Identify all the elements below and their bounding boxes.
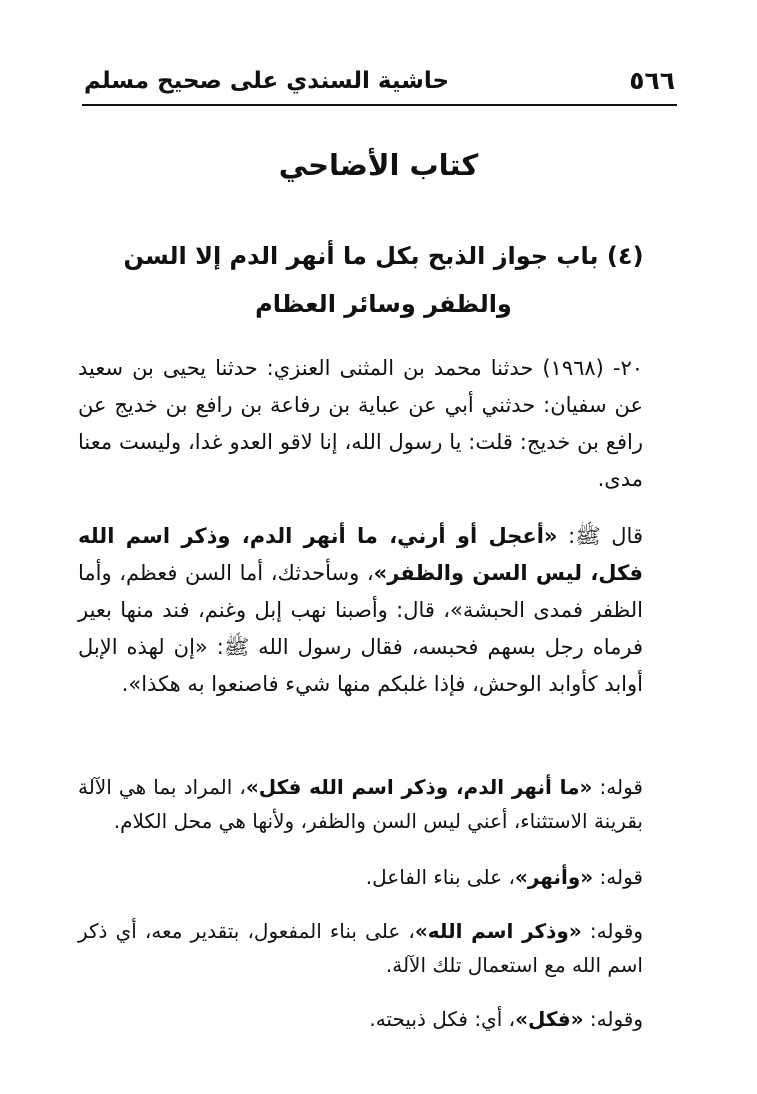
hadith-isnad bbox=[78, 350, 677, 498]
hadith-matn bbox=[78, 518, 677, 703]
hadith-matn-rest: ، وسأحدثك، أما السن فعظم، وأما الظفر فمدى الحبشة»، قال: وأصبنا نهب إبل وغنم، فند منها بعير فرماه رجل بسهم فحبسه، فقال رسول الله ﷺ: «إن لهذه الإبل أوابد كأوابد الوحش، فإذا غلبكم منها شيء فاصنعوا به هكذا». bbox=[78, 561, 643, 696]
chapter-heading: (٤) باب جواز الذبح بكل ما أنهر الدم إلا السن والظفر وسائر العظام bbox=[123, 242, 644, 318]
commentary-lead: قوله: bbox=[592, 775, 643, 799]
commentary-quote: «وذكر اسم الله» bbox=[414, 919, 582, 943]
commentary-note bbox=[78, 914, 677, 982]
hadith-isnad-text: ٢٠- (١٩٦٨) حدثنا محمد بن المثنى العنزي: حدثنا يحيى بن سعيد عن سفيان: حدثني أبي عن عباية بن رفاعة بن رافع بن خديج عن رافع بن خديج: قلت: يا رسول الله، إنا لاقو العدو غدا، وليست معنا مدى. bbox=[78, 356, 643, 491]
commentary-note bbox=[78, 1002, 677, 1036]
commentary-lead: وقوله: bbox=[583, 1007, 643, 1031]
commentary-lead: قوله: bbox=[593, 865, 643, 889]
commentary-text: ، المراد بما هي الآلة بقرينة الاستثناء، أعني ليس السن والظفر، ولأنها هي محل الكلام. bbox=[78, 775, 643, 833]
commentary-text: ، على بناء الفاعل. bbox=[365, 865, 515, 889]
header-rule bbox=[82, 104, 677, 106]
commentary-lead: وقوله: bbox=[581, 919, 643, 943]
commentary-text: ، أي: فكل ذبيحته. bbox=[369, 1007, 516, 1031]
running-title: حاشية السندي على صحيح مسلم bbox=[84, 68, 450, 94]
commentary-quote: «ما أنهر الدم، وذكر اسم الله فكل» bbox=[245, 775, 593, 799]
book-title: كتاب الأضاحي bbox=[278, 148, 479, 182]
commentary-note bbox=[78, 770, 677, 838]
commentary-text: ، على بناء المفعول، بتقدير معه، أي ذكر اسم الله مع استعمال تلك الآلة. bbox=[78, 919, 643, 977]
commentary-quote: «وأنهر» bbox=[514, 865, 594, 889]
commentary-note bbox=[78, 860, 677, 894]
hadith-matn-intro: قال ﷺ: bbox=[557, 524, 643, 548]
page-number: ٥٦٦ bbox=[629, 66, 675, 95]
commentary-quote: «فكل» bbox=[515, 1007, 584, 1031]
running-header bbox=[82, 64, 677, 104]
hadith-matn-quote: «أعجل أو أرني، ما أنهر الدم، وذكر اسم الله فكل، ليس السن والظفر» bbox=[78, 524, 643, 585]
